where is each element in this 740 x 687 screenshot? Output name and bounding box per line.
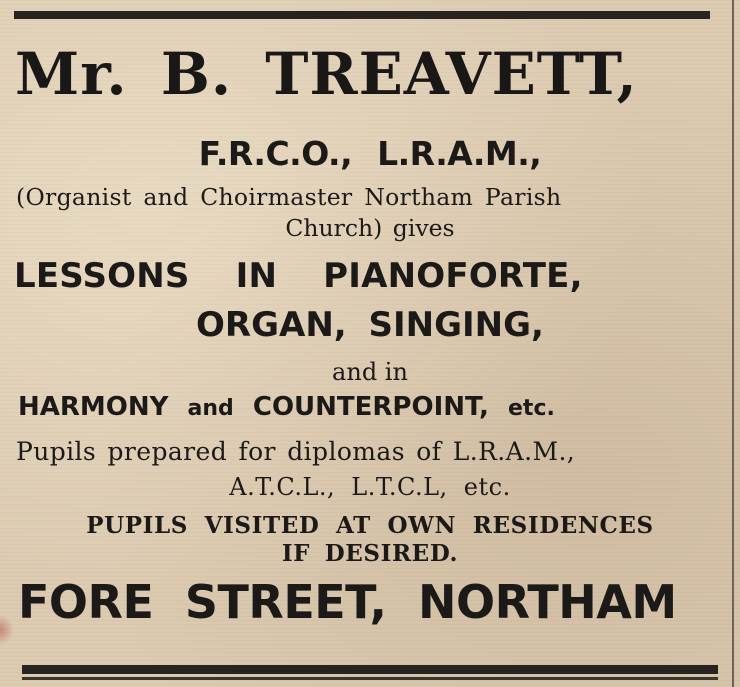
and-in-text: and in xyxy=(332,358,408,386)
address: FORE STREET, NORTHAM xyxy=(18,575,677,629)
etc-word: etc. xyxy=(508,396,555,421)
lessons-line-2: ORGAN, SINGING, xyxy=(196,305,544,345)
organist-line-1: (Organist and Choirmaster Northam Parish xyxy=(16,183,562,211)
visited-line-2: IF DESIRED. xyxy=(281,540,459,567)
qualifications: F.R.C.O., L.R.A.M., xyxy=(198,134,542,173)
bottom-rule xyxy=(22,665,718,674)
bottom-rule-thin xyxy=(22,677,718,680)
pupils-line-1: Pupils prepared for diplomas of L.R.A.M., xyxy=(16,437,576,466)
counterpoint-word: COUNTERPOINT, xyxy=(252,392,489,422)
lessons-line-1: LESSONS IN PIANOFORTE, xyxy=(14,256,583,296)
and-word: and xyxy=(187,396,234,421)
pupils-line-2: A.T.C.L., L.T.C.L, etc. xyxy=(229,473,511,501)
top-rule xyxy=(14,11,710,19)
harmony-word: HARMONY xyxy=(18,392,169,422)
advertiser-name: Mr. B. TREAVETT, xyxy=(15,40,638,108)
harmony-line xyxy=(0,392,740,422)
ink-smudge xyxy=(0,615,14,645)
clipping-edge xyxy=(732,0,734,687)
organist-line-2: Church) gives xyxy=(285,214,455,242)
visited-line-1: PUPILS VISITED AT OWN RESIDENCES xyxy=(86,512,654,539)
